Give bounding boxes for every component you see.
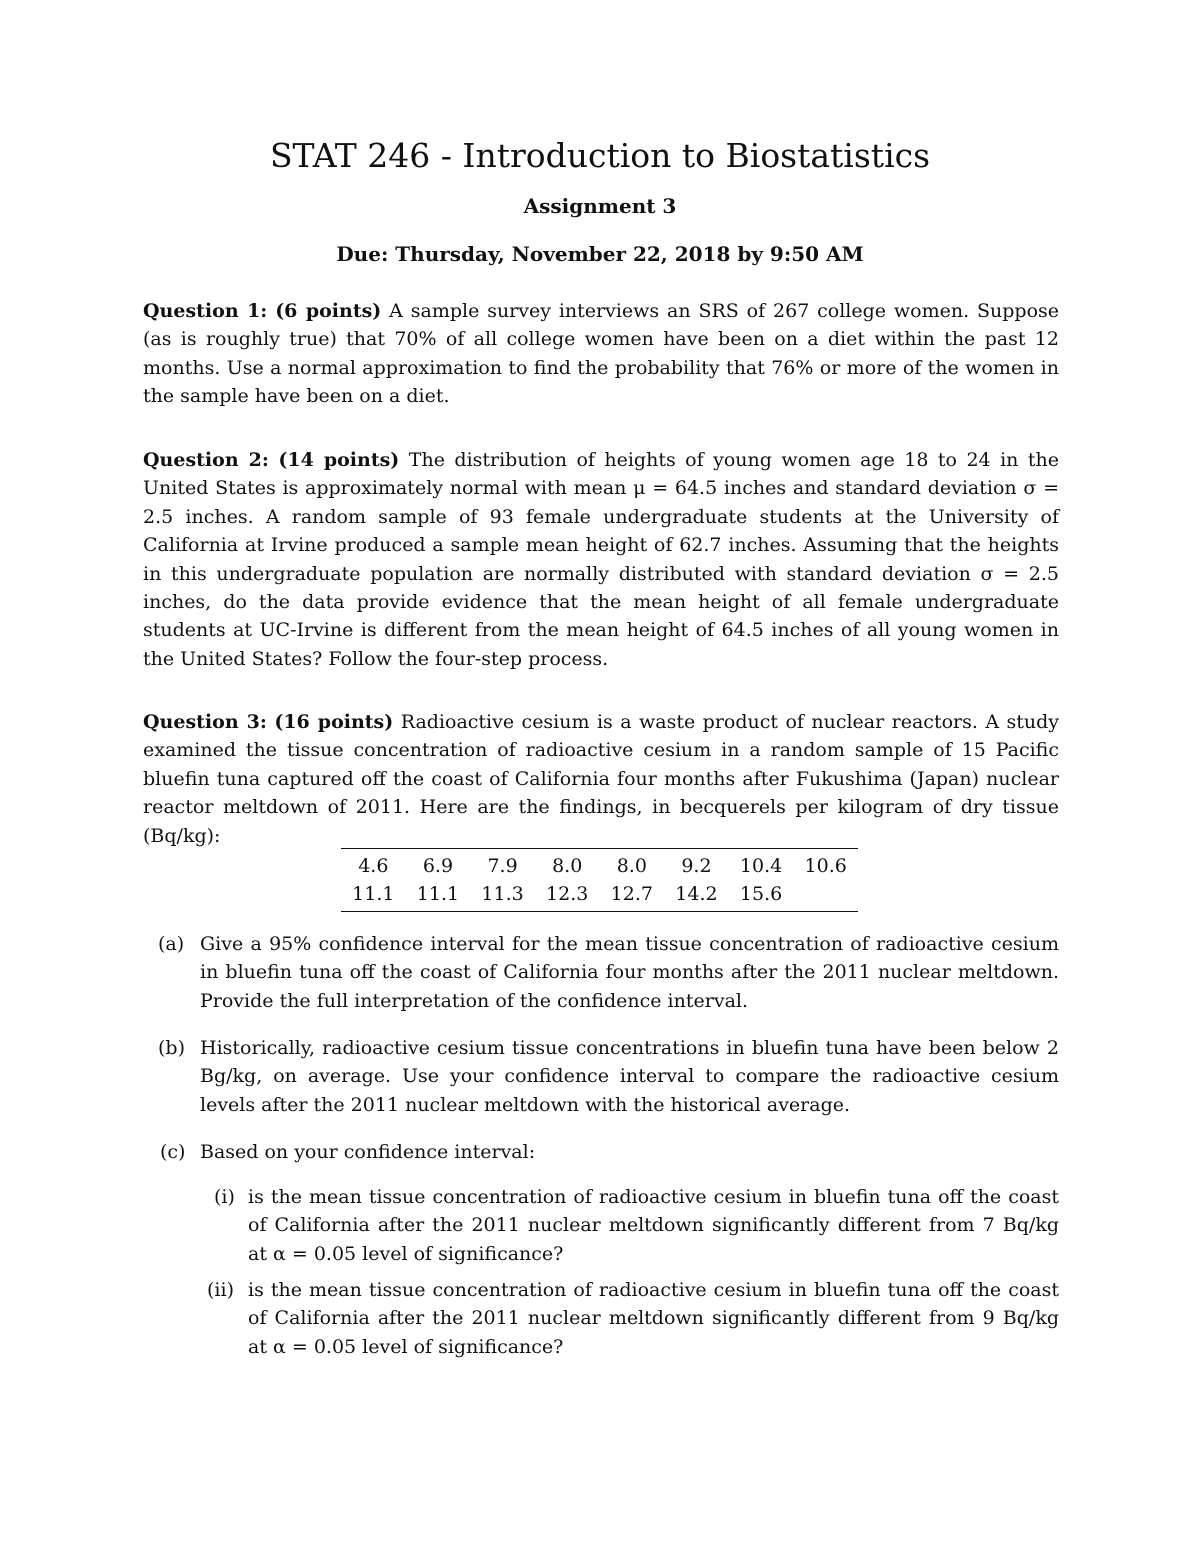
table-cell: 10.6 (804, 855, 847, 877)
question-3-text: Radioactive cesium is a waste product of nuclear reactors. A study examined the tissue concentration of radioactive cesium in a random sample of 15 Pacific bluefin tuna captured off the coast of California four months after Fukushima (Japan) nuclear reactor meltdown of 2011. Here are the findings, in becquerels per kilogram of dry tissue (Bq/kg): (143, 711, 1060, 847)
part-c-ii-label: (ii) (207, 1279, 234, 1301)
question-3-points: (16 points) (274, 711, 394, 733)
question-2-points: (14 points) (278, 449, 400, 471)
table-cell: 8.0 (616, 855, 647, 877)
part-c-i-text: is the mean tissue concentration of radioactive cesium in bluefin tuna off the coast of California after the 2011 nuclear meltdown significantly different from 7 Bq/kg at α = 0.05 level of significance? (248, 1186, 1059, 1265)
part-c-ii-text: is the mean tissue concentration of radioactive cesium in bluefin tuna off the coast of California after the 2011 nuclear meltdown significantly different from 9 Bq/kg at α = 0.05 level of significance? (248, 1279, 1059, 1358)
question-1 (143, 297, 1059, 411)
table-cell: 8.0 (552, 855, 583, 877)
part-c-label: (c) (160, 1141, 186, 1163)
table-cell: 12.7 (610, 883, 653, 905)
table-cell: 14.2 (675, 883, 718, 905)
part-b-text: Historically, radioactive cesium tissue concentrations in bluefin tuna have been below 2 Bg/kg, on average. Use your confidence interval to compare the radioactive cesium levels after the 2011 nuclear meltdown with the historical average. (200, 1037, 1059, 1116)
document-title: STAT 246 - Introduction to Biostatistics (269, 136, 931, 175)
assignment-number: Assignment 3 (523, 194, 677, 218)
cesium-data-table (341, 848, 858, 912)
question-1-label: Question 1: (143, 300, 268, 322)
question-2 (143, 446, 1059, 673)
question-1-text: A sample survey interviews an SRS of 267 college women. Suppose (as is roughly true) that 70% of all college women have been on a diet within the past 12 months. Use a normal approximation to find the probability that 76% or more of the women in the sample have been on a diet. (143, 300, 1060, 408)
table-cell: 7.9 (487, 855, 518, 877)
part-a-text: Give a 95% confidence interval for the mean tissue concentration of radioactive cesium in bluefin tuna off the coast of California four months after the 2011 nuclear meltdown. Provide the full interpretation of the confidence interval. (200, 933, 1059, 1012)
part-b-label: (b) (158, 1037, 185, 1059)
question-2-label: Question 2: (143, 449, 269, 471)
table-cell: 10.4 (739, 855, 783, 877)
table-cell: 12.3 (546, 883, 589, 905)
due-date: Due: Thursday, November 22, 2018 by 9:50 AM (336, 242, 864, 266)
question-2-text: The distribution of heights of young women age 18 to 24 in the United States is approximately normal with mean μ = 64.5 inches and standard deviation σ = 2.5 inches. A random sample of 93 female undergraduate students at the University of California at Irvine produced a sample mean height of 62.7 inches. Assuming that the heights in this undergraduate population are normally distributed with standard deviation σ = 2.5 inches, do the data provide evidence that the mean height of all female undergraduate students at UC-Irvine is different from the mean height of 64.5 inches of all young women in the United States? Follow the four-step process. (143, 449, 1059, 670)
table-cell (793, 880, 858, 912)
part-c-text: Based on your confidence interval: (200, 1141, 536, 1163)
question-3-label: Question 3: (143, 711, 267, 733)
table-cell: 9.2 (681, 855, 712, 877)
table-cell: 11.1 (352, 883, 395, 905)
table-cell: 11.3 (481, 883, 524, 905)
table-cell: 4.6 (358, 855, 389, 877)
table-row (341, 849, 858, 881)
part-a-label: (a) (158, 933, 185, 955)
question-1-points: (6 points) (275, 300, 382, 322)
table-row (341, 880, 858, 912)
question-3 (143, 708, 1059, 850)
table-cell: 6.9 (422, 855, 454, 877)
table-cell: 11.1 (416, 883, 460, 905)
table-cell: 15.6 (739, 883, 783, 905)
part-c-i-label: (i) (214, 1186, 235, 1208)
